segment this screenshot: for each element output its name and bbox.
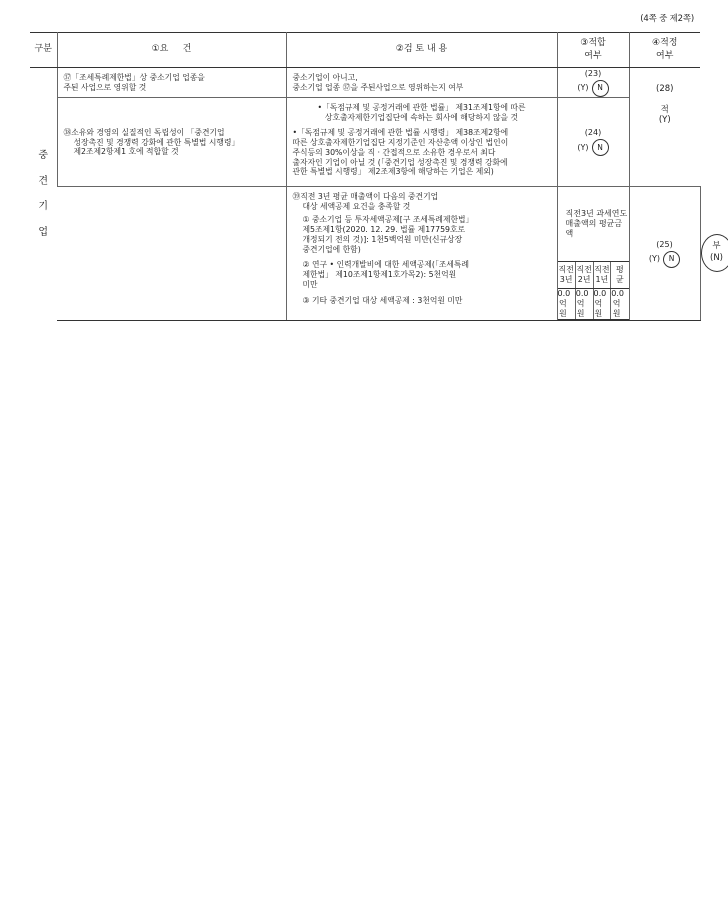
req-item-line: 중견기업에 한함)	[302, 244, 361, 254]
requirement-39	[286, 187, 557, 321]
section-spacer	[57, 187, 286, 321]
section-char: 기	[38, 201, 49, 213]
header-section: 구분	[30, 33, 57, 68]
fit-yes-option[interactable]: (Y)	[648, 254, 661, 263]
fit-number: (24)	[584, 128, 602, 137]
review-line: •「독점규제 및 공정거래에 관한 법률」 제31조제1항에 따른	[317, 103, 526, 112]
req-item-line: ① 중소기업 등 투자세액공제[구 조세특례제한법」	[302, 215, 474, 225]
review-table	[30, 32, 723, 321]
req-item-line: 제한법」 제10조제1항제1호가목2): 5천억원	[302, 270, 457, 280]
fit-23	[557, 68, 629, 98]
sales-value[interactable]: 0.0 억원	[593, 289, 611, 320]
overall-number: (28)	[656, 84, 674, 94]
fit-25	[629, 187, 700, 321]
requirement-37	[57, 68, 286, 98]
req-line: 제2조제2항제1 호에 적합할 것	[73, 147, 179, 157]
sales-title: 직전3년 과세연도 매출액의 평균금액	[558, 187, 629, 262]
review-37	[286, 68, 557, 98]
header-overall-line1: ④적정	[652, 37, 678, 48]
row-37	[30, 68, 700, 98]
review-line: 출자자인 기업이 아닐 것 (「중견기업 성장촉진 및 경쟁력 강화에	[292, 157, 508, 167]
fit-yes-option[interactable]: (Y)	[577, 83, 589, 92]
fit-no-circled[interactable]: N	[592, 139, 609, 156]
req-item-line: ② 연구 • 인력개발비에 대한 세액공제(「조세특례	[302, 260, 469, 270]
req-item-line: 개정되기 전의 것)]: 1천5백억원 미만(신규상장	[302, 234, 463, 244]
review-line: 상호출자제한기업집단에 속하는 회사에 해당하지 않을 것	[324, 112, 519, 122]
fit-number: (25)	[656, 239, 673, 249]
fit-24	[557, 98, 629, 187]
overall-no-label: (N)	[710, 253, 723, 264]
header-overall	[629, 33, 700, 68]
fit-no-circled[interactable]: N	[663, 251, 680, 268]
overall-verdict-yes[interactable]: (Y)	[658, 115, 671, 126]
req-item-3	[293, 296, 551, 306]
review-line: 따른 상호출자제한기업집단 지정기준인 자산총액 이상인 법인이	[292, 138, 509, 148]
sales-label: 직전2년	[575, 262, 593, 289]
section-char: 중	[38, 150, 49, 162]
review-line: 중소기업이 아니고,	[292, 73, 358, 82]
row-38	[30, 98, 700, 187]
req-line: ㊳소유와 경영의 실질적인 독립성이 「중견기업	[63, 127, 225, 137]
section-char: 견	[38, 175, 49, 187]
req-line: ㊲「조세특례제한법」상 중소기업 업종을	[63, 73, 205, 82]
row-39	[30, 187, 700, 321]
review-39	[557, 187, 629, 321]
req-item-line: ③ 기타 중견기업 대상 세액공제 : 3천억원 미만	[302, 295, 463, 305]
req-line: 주된 사업으로 영위할 것	[63, 82, 147, 92]
sales-value[interactable]: 0.0 억원	[575, 289, 593, 320]
req-line: 성장촉진 및 경쟁력 강화에 관한 특별법 시행령」	[73, 137, 240, 147]
overall-no-char: 부	[712, 241, 721, 252]
sales-value[interactable]: 0.0 억원	[611, 289, 629, 320]
section-label	[30, 68, 57, 321]
overall-verdict-upper	[629, 68, 700, 187]
req-item-line: 제5조제1항(2020. 12. 29. 법률 제17759호로	[302, 225, 466, 235]
header-row	[30, 33, 700, 68]
sales-value[interactable]: 0.0 억원	[558, 289, 576, 320]
fit-number: (23)	[584, 68, 602, 78]
header-overall-line2: 여부	[656, 51, 674, 61]
review-line: 중소기업 업종 ㊲을 주된사업으로 영위하는지 여부	[292, 82, 464, 92]
header-fit	[557, 33, 629, 68]
header-fit-line2: 여부	[584, 51, 602, 61]
header-fit-line1: ③적합	[580, 37, 606, 48]
review-line: 관한 특별법 시행령」 제2조제3항에 해당하는 기업은 제외)	[292, 167, 494, 177]
sales-table	[558, 187, 629, 320]
overall-no-circled[interactable]	[701, 234, 728, 272]
req-line: ㊴직전 3년 평균 매출액이 다음의 중견기업	[292, 192, 439, 201]
fit-yes-option[interactable]: (Y)	[577, 142, 589, 152]
header-review: ②검 토 내 용	[286, 33, 557, 68]
overall-verdict-char: 적	[660, 104, 669, 115]
req-item-line: 미만	[302, 279, 318, 289]
header-requirement: ①요 건	[57, 33, 286, 68]
review-line: •「독점규제 및 공정거래에 관한 법률 시행령」 제38조제2항에	[292, 128, 509, 138]
req-item-1	[293, 215, 551, 254]
sales-label: 직전3년	[558, 262, 576, 289]
page-number: (4쪽 중 제2쪽)	[640, 14, 694, 24]
req-line: 대상 세액공제 요건을 충족할 것	[302, 201, 411, 211]
fit-no-circled[interactable]: N	[592, 80, 609, 97]
review-38	[286, 98, 557, 187]
requirement-38	[57, 98, 286, 187]
review-line: 주식등의 30%이상을 직 · 간접적으로 소유한 경우로서 최다	[292, 147, 496, 157]
section-char: 업	[38, 226, 49, 238]
req-item-2	[293, 260, 551, 289]
sales-label: 직전1년	[593, 262, 611, 289]
sales-label: 평 균	[611, 262, 629, 289]
